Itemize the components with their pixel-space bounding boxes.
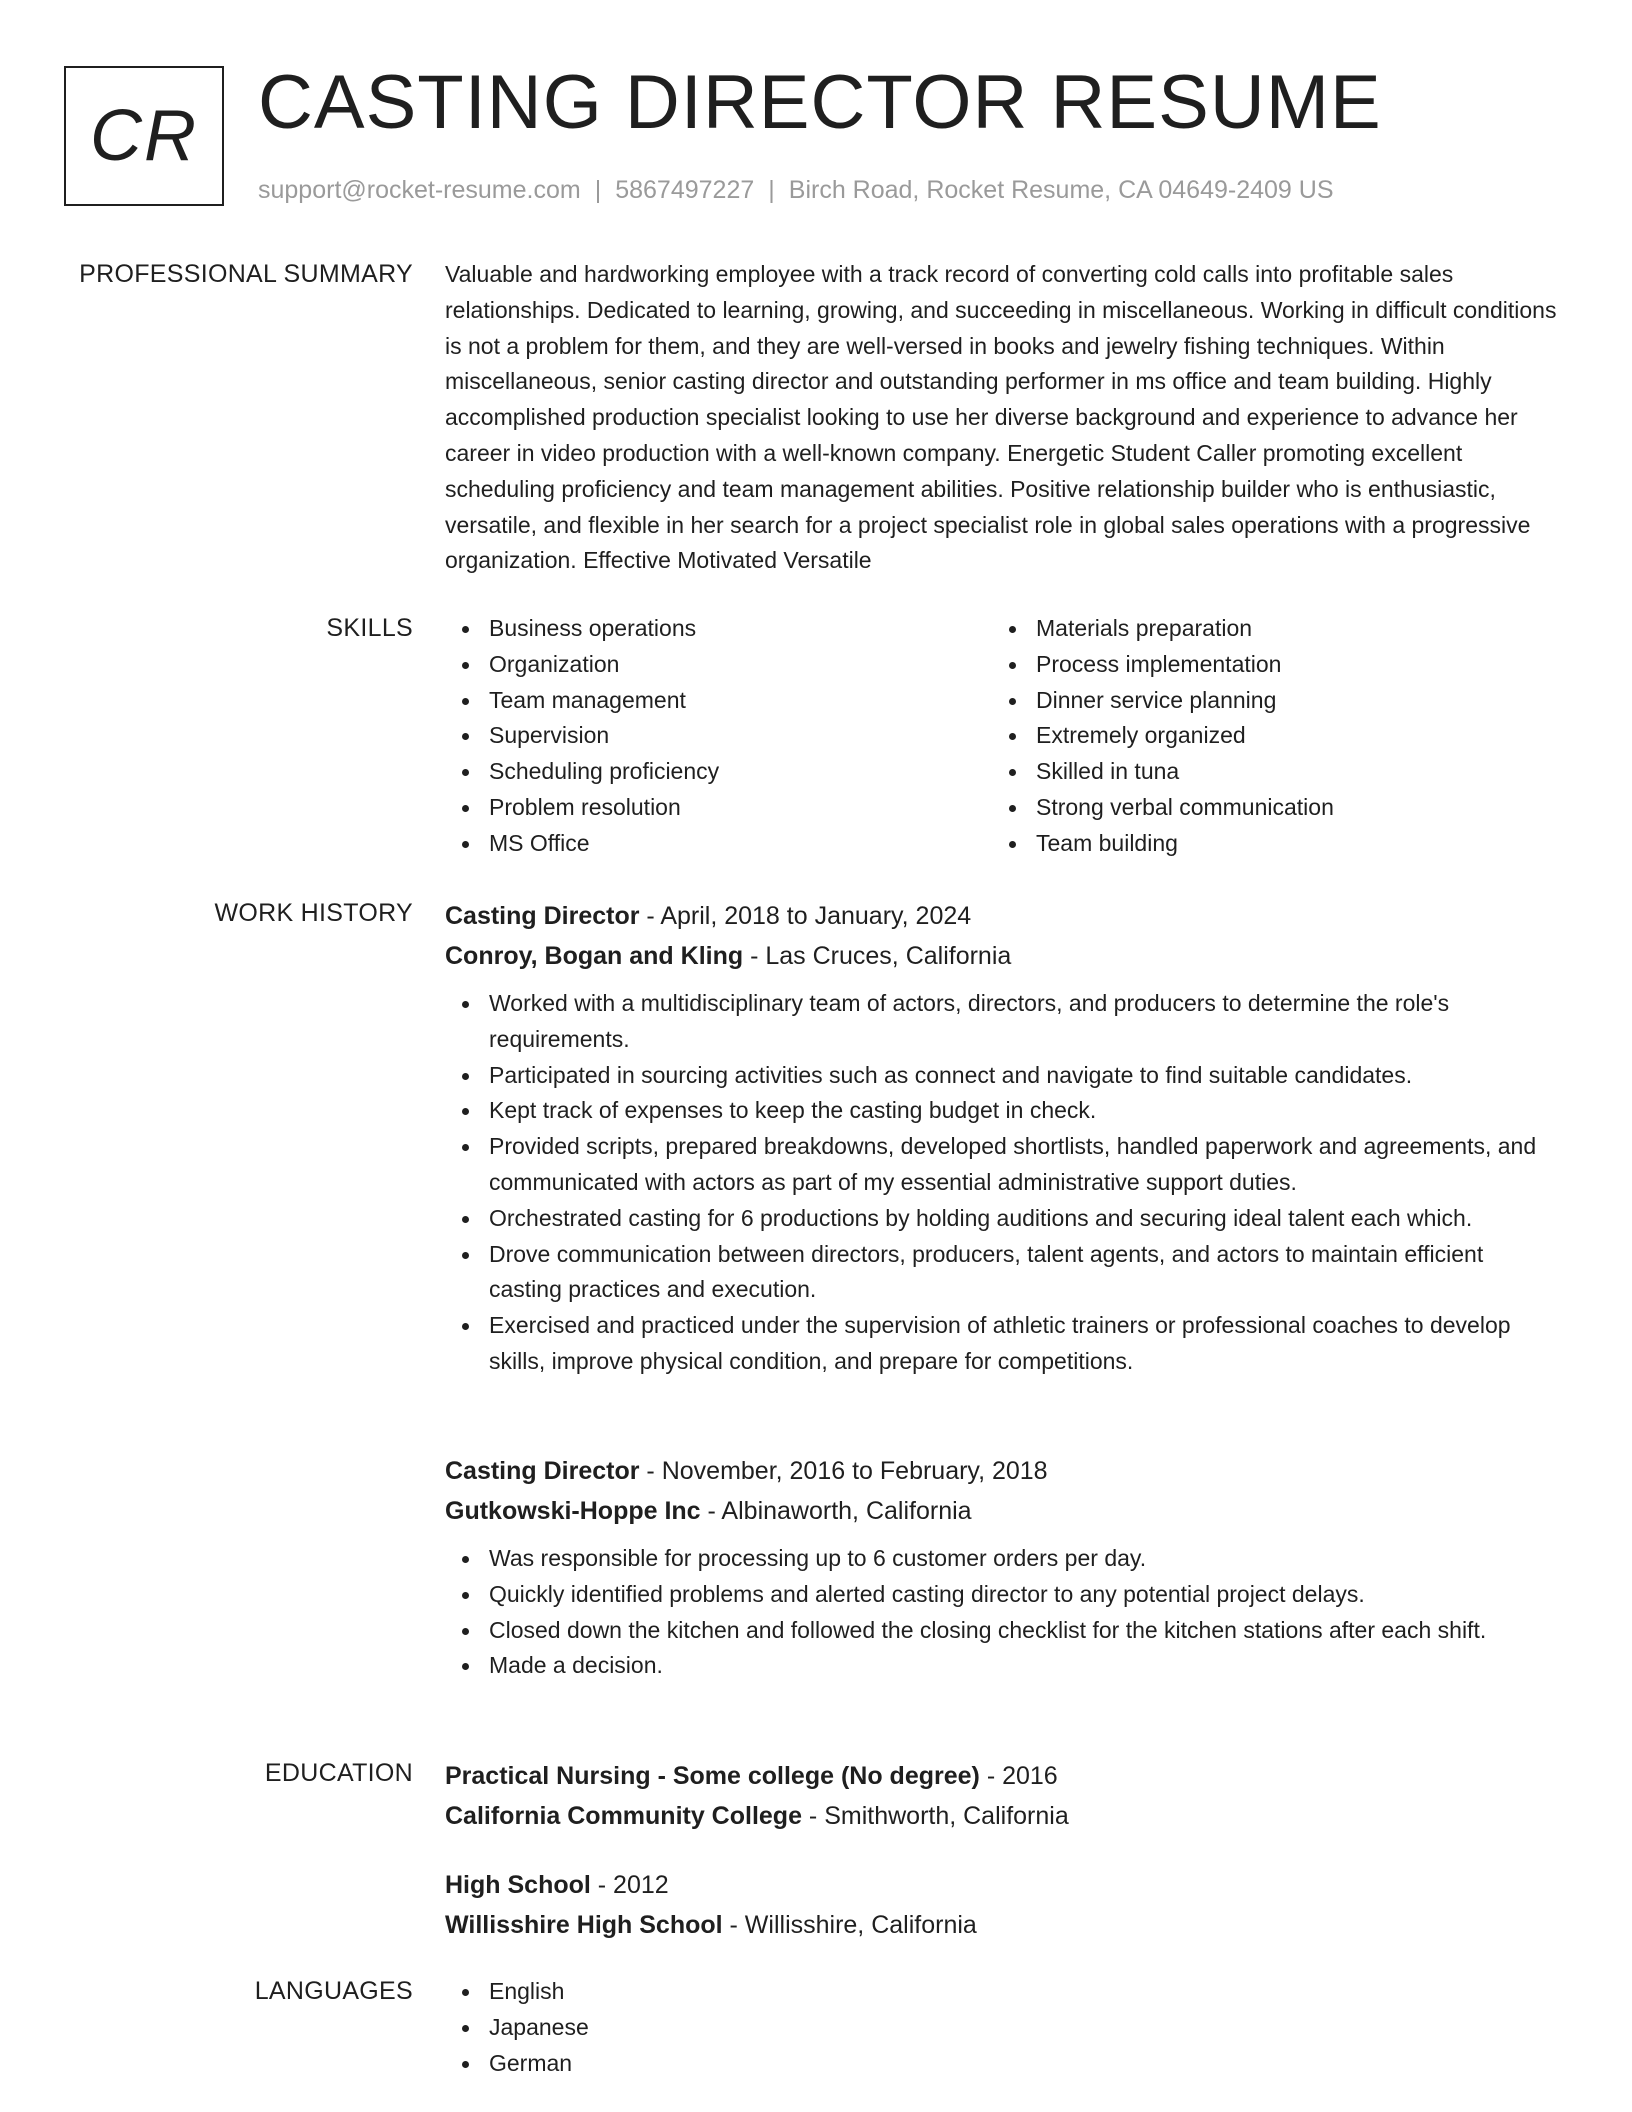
job-location: - Las Cruces, California [743, 942, 1012, 970]
skills-body [445, 611, 1557, 862]
job-bullet: Participated in sourcing activities such as connect and navigate to find suitable candidates. [445, 1058, 1557, 1094]
job-bullet: Made a decision. [445, 1648, 1557, 1684]
job-bullet: Exercised and practiced under the supervision of athletic trainers or professional coaches to develop skills, improve physical condition, and prepare for competitions. [445, 1308, 1557, 1380]
degree-year: - 2016 [979, 1762, 1058, 1790]
work-history-heading: WORK HISTORY [214, 899, 413, 927]
contact-address: Birch Road, Rocket Resume, CA 04649-2409 US [788, 176, 1334, 204]
job-bullet: Worked with a multidisciplinary team of actors, directors, and producers to determine the role's requirements. [445, 986, 1557, 1058]
skill-item: Team building [992, 826, 1539, 862]
degree-line [445, 1865, 1557, 1905]
contact-email[interactable]: support@rocket-resume.com [258, 176, 581, 204]
summary-body [445, 257, 1557, 579]
skill-item: Dinner service planning [992, 683, 1539, 719]
job-title: Casting Director [445, 902, 640, 930]
job-bullet: Was responsible for processing up to 6 customer orders per day. [445, 1541, 1557, 1577]
job-location: - Albinaworth, California [700, 1497, 972, 1525]
job-company: Gutkowski-Hoppe Inc [445, 1497, 701, 1525]
job-entry [445, 1451, 1557, 1684]
job-company: Conroy, Bogan and Kling [445, 942, 744, 970]
school-line [445, 1905, 1557, 1945]
resume-title: CASTING DIRECTOR RESUME [258, 60, 1382, 145]
job-bullet: Orchestrated casting for 6 productions by holding auditions and securing ideal talent each which. [445, 1201, 1557, 1237]
degree-name: Practical Nursing - Some college (No degree) [445, 1762, 980, 1790]
skills-list-right [992, 611, 1539, 862]
skill-item: Scheduling proficiency [445, 754, 992, 790]
summary-text: Valuable and hardworking employee with a track record of converting cold calls into profitable sales relationships. Dedicated to learning, growing, and succeeding in miscellaneous. Working in difficult conditions is not a problem for them, and they are well-versed in books and jewelry fishing techniques. Within miscellaneous, senior casting director and outstanding performer in ms office and team building. Highly accomplished production specialist looking to use her diverse background and experience to advance her career in video production with a well-known company. Energetic Student Caller promoting excellent scheduling proficiency and team management abilities. Positive relationship builder who is enthusiastic, versatile, and flexible in her search for a project specialist role in global sales operations with a progressive organization. Effective Motivated Versatile [445, 261, 1557, 574]
job-company-line [445, 936, 1557, 976]
skills-heading: SKILLS [326, 614, 413, 642]
job-entry [445, 896, 1557, 1380]
education-entry [445, 1865, 1557, 1945]
skill-item: Business operations [445, 611, 992, 647]
language-item: Japanese [445, 2010, 1557, 2046]
education-entry [445, 1756, 1557, 1836]
skill-item: Team management [445, 683, 992, 719]
job-bullet: Drove communication between directors, producers, talent agents, and actors to maintain efficient casting practices and execution. [445, 1237, 1557, 1309]
job-bullet: Quickly identified problems and alerted casting director to any potential project delays. [445, 1577, 1557, 1613]
skill-item: Skilled in tuna [992, 754, 1539, 790]
skills-list-left [445, 611, 992, 862]
degree-year: - 2012 [590, 1871, 669, 1899]
skill-item: Supervision [445, 718, 992, 754]
contact-phone[interactable]: 5867497227 [615, 176, 755, 204]
job-bullet-list [445, 986, 1557, 1380]
skill-item: MS Office [445, 826, 992, 862]
job-title: Casting Director [445, 1457, 640, 1485]
skill-item: Organization [445, 647, 992, 683]
contact-line [258, 174, 1334, 206]
degree-line [445, 1756, 1557, 1796]
education-heading: EDUCATION [264, 1759, 413, 1787]
job-bullet: Provided scripts, prepared breakdowns, developed shortlists, handled paperwork and agreements, and communicated with actors as part of my essential administrative support duties. [445, 1129, 1557, 1201]
school-location: - Smithworth, California [801, 1802, 1069, 1830]
degree-name: High School [445, 1871, 591, 1899]
skill-item: Extremely organized [992, 718, 1539, 754]
skill-item: Materials preparation [992, 611, 1539, 647]
language-item: German [445, 2046, 1557, 2082]
contact-separator: | [768, 176, 775, 204]
job-bullet: Kept track of expenses to keep the casting budget in check. [445, 1093, 1557, 1129]
languages-list [445, 1974, 1557, 2081]
skill-item: Strong verbal communication [992, 790, 1539, 826]
contact-separator: | [594, 176, 602, 204]
job-bullet: Closed down the kitchen and followed the closing checklist for the kitchen stations after each shift. [445, 1613, 1557, 1649]
school-name: California Community College [445, 1802, 802, 1830]
school-name: Willisshire High School [445, 1911, 723, 1939]
skill-item: Process implementation [992, 647, 1539, 683]
job-dates: - November, 2016 to February, 2018 [639, 1457, 1048, 1485]
job-dates: - April, 2018 to January, 2024 [639, 902, 972, 930]
summary-heading: PROFESSIONAL SUMMARY [79, 260, 413, 288]
school-line [445, 1796, 1557, 1836]
languages-heading: LANGUAGES [254, 1977, 413, 2005]
monogram-badge: CR [64, 66, 224, 206]
language-item: English [445, 1974, 1557, 2010]
job-bullet-list [445, 1541, 1557, 1684]
skill-item: Problem resolution [445, 790, 992, 826]
languages-body [445, 1974, 1557, 2081]
school-location: - Willisshire, California [722, 1911, 977, 1939]
job-title-line [445, 1451, 1557, 1491]
job-company-line [445, 1491, 1557, 1531]
job-title-line [445, 896, 1557, 936]
